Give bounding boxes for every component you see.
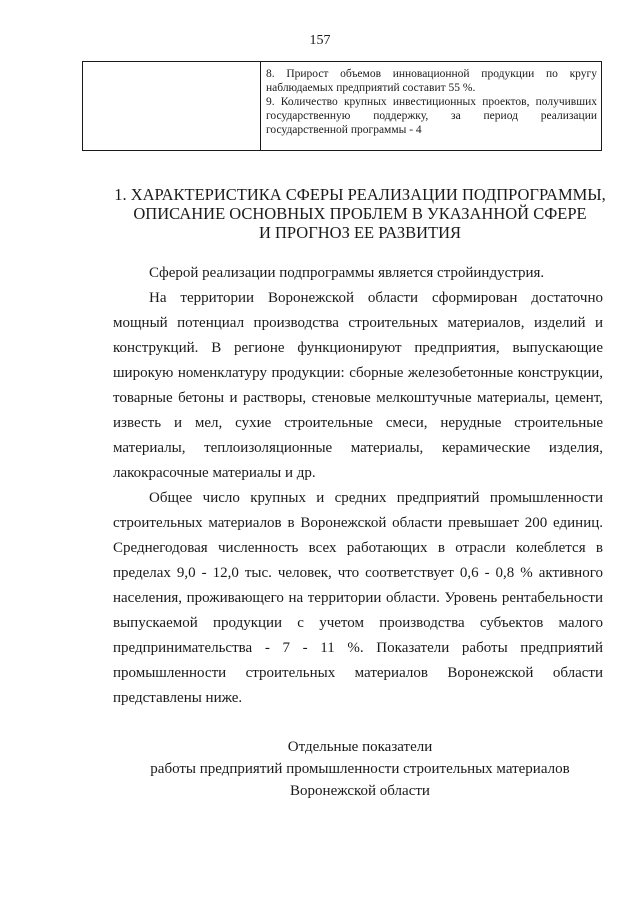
indicators-table-fragment (82, 61, 602, 151)
section-heading (90, 185, 630, 242)
section-body (113, 261, 603, 711)
table-caption-line: Воронежской области (290, 783, 430, 799)
indicator-item-9: 9. Количество крупных инвестиционных проектов, получивших государственную поддержку, за период реализации государственной программы - 4 (266, 96, 597, 136)
section-heading-line: И ПРОГНОЗ ЕЕ РАЗВИТИЯ (258, 223, 462, 242)
paragraph-potential: На территории Воронежской области сформирован достаточно мощный потенциал производства строительных материалов, изделий и конструкций. В регионе функционируют предприятия, выпускающие широкую номенклатуру продукции: сборные железобетонные конструкции, товарные бетоны и растворы, стеновые мелкоштучные материалы, цемент, известь и мел, сухие строительные смеси, нерудные строительные материалы, теплоизоляционные материалы, керамические изделия, лакокрасочные материалы и др. (113, 290, 603, 481)
table-cell-indicators (261, 62, 602, 151)
table-caption-line: работы предприятий промышленности строительных материалов (150, 761, 570, 777)
indicator-item-8: 8. Прирост объемов инновационной продукции по кругу наблюдаемых предприятий составит 55 %. (266, 68, 597, 94)
table-caption-line: Отдельные показатели (287, 739, 433, 755)
page-number: 157 (309, 33, 331, 48)
table-row (83, 62, 602, 151)
section-heading-line: ОПИСАНИЕ ОСНОВНЫХ ПРОБЛЕМ В УКАЗАННОЙ СФЕРЕ (133, 204, 587, 223)
paragraph-sphere: Сферой реализации подпрограммы является стройиндустрия. (149, 265, 545, 281)
table-caption (100, 736, 620, 802)
paragraph-enterprises: Общее число крупных и средних предприятий промышленности строительных материалов в Воронежской области превышает 200 единиц. Среднегодовая численность всех работающих в отрасли колеблется в пределах 9,0 - 12,0 тыс. человек, что соответствует 0,6 - 0,8 % активного населения, проживающего на территории области. Уровень рентабельности выпускаемой продукции с учетом производства субъектов малого предпринимательства - 7 - 11 %. Показатели работы предприятий промышленности строительных материалов Воронежской области представлены ниже. (113, 490, 603, 706)
table-cell-empty (83, 62, 261, 151)
section-heading-line: 1. ХАРАКТЕРИСТИКА СФЕРЫ РЕАЛИЗАЦИИ ПОДПРОГРАММЫ, (114, 185, 606, 204)
